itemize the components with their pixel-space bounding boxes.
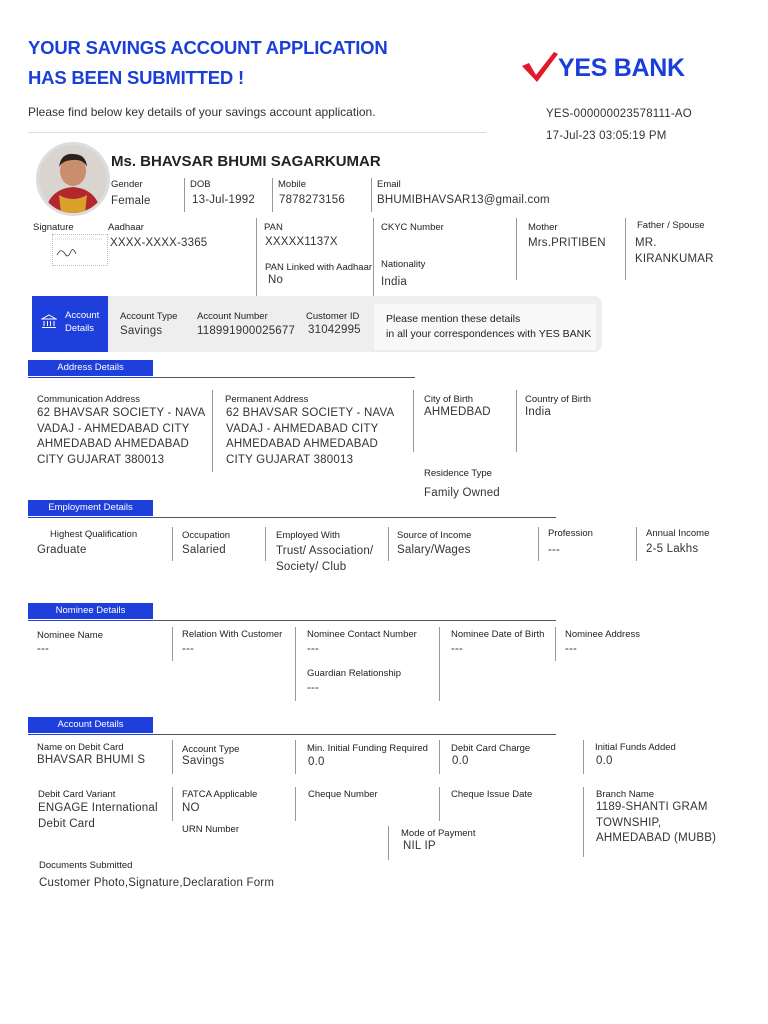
initial-funds-label: Initial Funds Added (595, 742, 676, 753)
ckyc-label: CKYC Number (381, 222, 444, 233)
account-badge-line1: Account (65, 310, 100, 321)
application-timestamp: 17-Jul-23 03:05:19 PM (546, 130, 667, 142)
account-details-type-label: Account Type (182, 744, 240, 755)
account-type-value: Savings (120, 325, 163, 337)
applicant-name: Ms. BHAVSAR BHUMI SAGARKUMAR (111, 153, 381, 170)
nationality-label: Nationality (381, 259, 426, 270)
debit-card-name-value: BHAVSAR BHUMI S (37, 754, 146, 766)
signature-label: Signature (33, 222, 74, 233)
mode-of-payment-label: Mode of Payment (401, 828, 476, 839)
logo-text: YES BANK (558, 54, 685, 82)
branch-name-value: 1189-SHANTI GRAM TOWNSHIP, AHMEDABAD (MUBB) (596, 801, 717, 844)
signature-image (52, 234, 108, 266)
account-details-badge (32, 296, 108, 352)
page-subtitle: Please find below key details of your savings account application. (28, 105, 376, 119)
permanent-address-label: Permanent Address (225, 394, 309, 405)
mother-value: Mrs.PRITIBEN (528, 237, 606, 249)
tab-account-details: Account Details (28, 717, 153, 733)
father-label: Father / Spouse (637, 220, 705, 231)
communication-address: 62 BHAVSAR SOCIETY - NAVA VADAJ - AHMEDABAD CITY AHMEDABAD AHMEDABAD CITY GUJARAT 380013 (37, 407, 206, 466)
account-type-label: Account Type (120, 311, 178, 322)
applicant-photo (36, 142, 110, 216)
occupation-label: Occupation (182, 530, 231, 541)
mother-label: Mother (528, 222, 558, 233)
qualification-label: Highest Qualification (50, 529, 138, 540)
country-of-birth-label: Country of Birth (525, 394, 591, 405)
debit-card-variant-label: Debit Card Variant (38, 789, 116, 800)
nominee-name-value: --- (37, 643, 50, 655)
nominee-name-label: Nominee Name (37, 630, 103, 641)
tab-employment-details: Employment Details (28, 500, 153, 516)
min-funding-label: Min. Initial Funding Required (307, 743, 428, 754)
customer-id-label: Customer ID (306, 311, 360, 322)
residence-type-value: Family Owned (424, 487, 500, 499)
mobile-label: Mobile (278, 179, 306, 190)
nominee-dob-label: Nominee Date of Birth (451, 629, 545, 640)
debit-card-name-label: Name on Debit Card (37, 742, 124, 753)
employed-with-value: Trust/ Association/ Society/ Club (276, 545, 374, 573)
account-number-label: Account Number (197, 311, 268, 322)
profession-label: Profession (548, 528, 593, 539)
relation-value: --- (182, 643, 195, 655)
gender-label: Gender (111, 179, 143, 190)
source-of-income-value: Salary/Wages (397, 544, 471, 556)
nominee-address-label: Nominee Address (565, 629, 640, 640)
father-value-line1: MR. (635, 237, 657, 249)
qualification-value: Graduate (37, 544, 87, 556)
residence-type-label: Residence Type (424, 468, 492, 479)
fatca-value: NO (182, 802, 200, 814)
annual-income-label: Annual Income (646, 528, 710, 539)
cheque-number-label: Cheque Number (308, 789, 378, 800)
occupation-value: Salaried (182, 544, 226, 556)
correspondence-note-line2: in all your correspondences with YES BANK (386, 328, 592, 340)
nominee-address-value: --- (565, 643, 578, 655)
cheque-issue-date-label: Cheque Issue Date (451, 789, 533, 800)
debit-card-variant-value: ENGAGE International Debit Card (38, 802, 158, 830)
pan-linked-value: No (268, 274, 284, 286)
dob-label: DOB (190, 179, 211, 190)
mobile-value: 7878273156 (279, 194, 345, 206)
urn-number-label: URN Number (182, 824, 240, 835)
nationality-value: India (381, 276, 407, 288)
aadhaar-label: Aadhaar (108, 222, 144, 233)
nominee-contact-value: --- (307, 643, 320, 655)
debit-card-charge-label: Debit Card Charge (451, 743, 531, 754)
documents-submitted-value: Customer Photo,Signature,Declaration Form (39, 877, 275, 889)
father-value-line2: KIRANKUMAR (635, 253, 714, 265)
tab-nominee-details: Nominee Details (28, 603, 153, 619)
page-title-line2: HAS BEEN SUBMITTED ! (28, 67, 244, 88)
debit-card-charge-value: 0.0 (452, 755, 469, 767)
account-details-type-value: Savings (182, 755, 225, 767)
min-funding-value: 0.0 (308, 756, 325, 768)
pan-linked-label: PAN Linked with Aadhaar (265, 262, 373, 273)
checkmark-logo-icon (520, 50, 560, 84)
guardian-relationship-label: Guardian Relationship (307, 668, 402, 679)
pan-label: PAN (264, 222, 283, 233)
gender-value: Female (111, 195, 151, 207)
annual-income-value: 2-5 Lakhs (646, 543, 699, 555)
account-number-value: 118991900025677 (197, 325, 296, 337)
documents-submitted-label: Documents Submitted (39, 860, 133, 871)
dob-value: 13-Jul-1992 (192, 194, 255, 206)
guardian-relationship-value: --- (307, 682, 320, 694)
email-label: Email (377, 179, 401, 190)
country-of-birth-value: India (525, 406, 551, 418)
branch-name-label: Branch Name (596, 789, 655, 800)
account-badge-line2: Details (65, 323, 95, 334)
nominee-contact-label: Nominee Contact Number (307, 629, 417, 640)
header-divider (28, 132, 486, 133)
fatca-label: FATCA Applicable (182, 789, 258, 800)
tab-address-details: Address Details (28, 360, 153, 376)
employed-with-label: Employed With (276, 530, 340, 541)
permanent-address: 62 BHAVSAR SOCIETY - NAVA VADAJ - AHMEDABAD CITY AHMEDABAD AHMEDABAD CITY GUJARAT 380013 (226, 407, 395, 466)
page-title-line1: YOUR SAVINGS ACCOUNT APPLICATION (28, 37, 388, 58)
initial-funds-value: 0.0 (596, 755, 613, 767)
relation-label: Relation With Customer (182, 629, 283, 640)
city-of-birth-label: City of Birth (424, 394, 474, 405)
email-value: BHUMIBHAVSAR13@gmail.com (377, 194, 550, 206)
pan-value: XXXXX1137X (265, 236, 338, 248)
profession-value: --- (548, 544, 561, 556)
bank-building-icon (41, 314, 57, 329)
source-of-income-label: Source of Income (397, 530, 472, 541)
customer-id-value: 31042995 (308, 324, 361, 336)
mode-of-payment-value: NIL IP (403, 840, 436, 852)
aadhaar-value: XXXX-XXXX-3365 (110, 237, 208, 249)
communication-address-label: Communication Address (37, 394, 140, 405)
city-of-birth-value: AHMEDBAD (424, 406, 491, 418)
nominee-dob-value: --- (451, 643, 464, 655)
correspondence-note-line1: Please mention these details (386, 313, 521, 325)
application-reference: YES-000000023578111-AO (546, 108, 692, 120)
